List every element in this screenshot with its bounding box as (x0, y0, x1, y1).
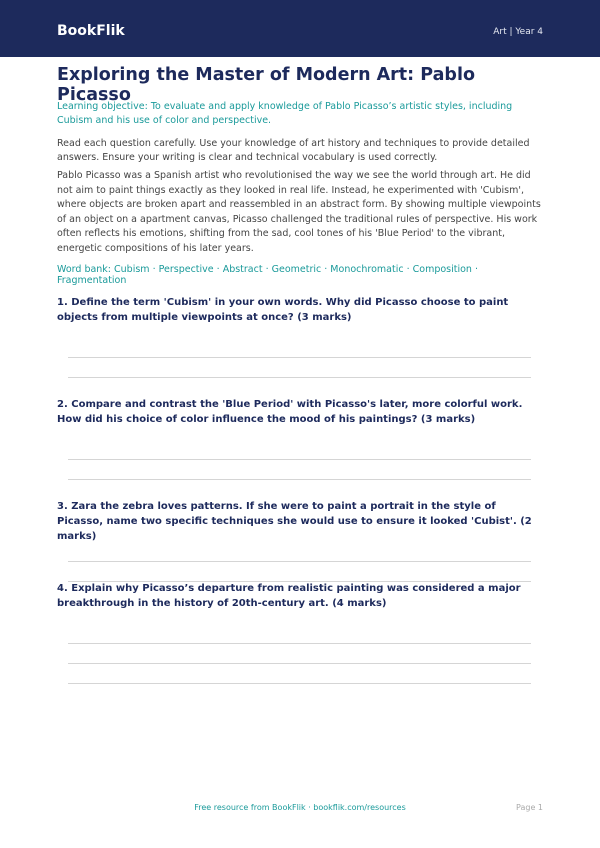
answer-line[interactable] (68, 459, 531, 460)
reading-passage: Pablo Picasso was a Spanish artist who revolutionised the way we see the world through art. He did not aim to paint things exactly as they looked in real life. Instead, he experimented with 'Cubism', where objects are broken apart and reassembled in an abstract form. By showing multiple viewpoints of an object on a apartment canvas, Picasso challenged the traditional rules of perspective. His work often reflects his emotions, shifting from the sad, cool tones of his 'Blue Period' to the vibrant, energetic compositions of his later years. (57, 170, 541, 254)
answer-line[interactable] (68, 683, 531, 684)
footer-resource-link[interactable]: Free resource from BookFlik · bookflik.com/resources (194, 803, 406, 812)
page-number: Page 1 (516, 803, 543, 812)
subject-year-label: Art | Year 4 (493, 27, 543, 37)
question-2: 2. Compare and contrast the 'Blue Period' with Picasso's later, more colorful work. How did his choice of color influence the mood of his paintings? (3 marks) (57, 399, 523, 425)
page-header (0, 0, 600, 57)
brand-name: BookFlik (57, 23, 125, 39)
word-bank: Word bank: Cubism · Perspective · Abstract · Geometric · Monochromatic · Composition · Fragmentation (57, 264, 478, 286)
question-1: 1. Define the term 'Cubism' in your own words. Why did Picasso choose to paint objects from multiple viewpoints at once? (3 marks) (57, 297, 509, 323)
question-3: 3. Zara the zebra loves patterns. If she were to paint a portrait in the style of Picasso, name two specific techniques she would use to ensure it looked 'Cubist'. (2 marks) (57, 501, 532, 542)
answer-line[interactable] (68, 663, 531, 664)
answer-line[interactable] (68, 561, 531, 562)
page-title: Exploring the Master of Modern Art: Pablo Picasso (57, 65, 475, 105)
answer-line[interactable] (68, 357, 531, 358)
question-4: 4. Explain why Picasso’s departure from realistic painting was considered a major breakthrough in the history of 20th-century art. (4 marks) (57, 583, 521, 609)
answer-line[interactable] (68, 479, 531, 480)
answer-line[interactable] (68, 643, 531, 644)
instructions-text: Read each question carefully. Use your knowledge of art history and techniques to provide detailed answers. Ensure your writing is clear and technical vocabulary is used correctly. (57, 138, 530, 163)
answer-line[interactable] (68, 377, 531, 378)
learning-objective: Learning objective: To evaluate and apply knowledge of Pablo Picasso’s artistic styles, including Cubism and his use of color and perspective. (57, 101, 513, 126)
